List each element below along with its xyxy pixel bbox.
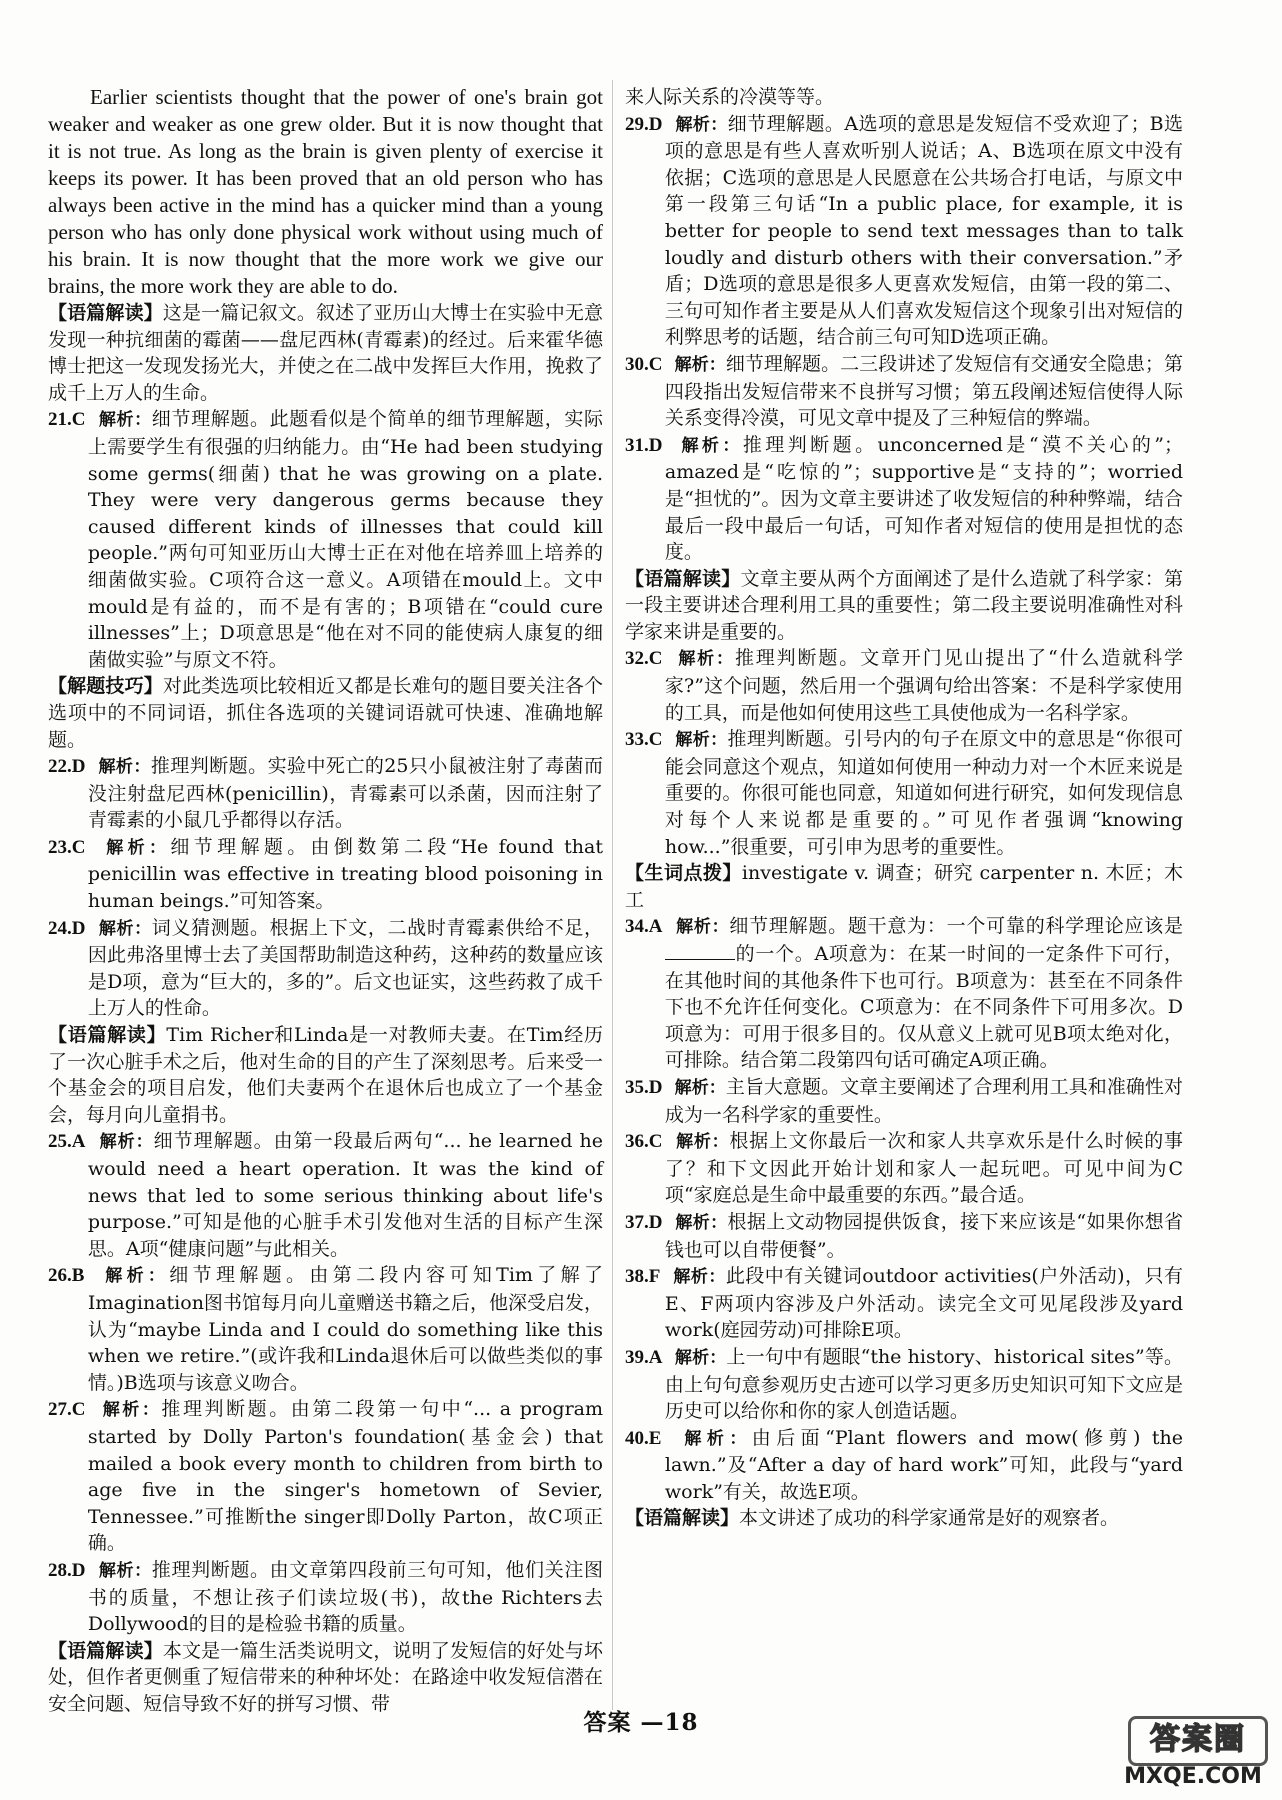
answer-text: 上一句中有题眼“the history、historical sites”等。由上句句意参观历史古迹可以学习更多历史知识可知下文应是历史可以给你和你的家人创造话题。 — [664, 1345, 1183, 1423]
question-number: 25. — [48, 1131, 72, 1153]
answer-text: 的一个。A项意为：在某一时间的一定条件下可行，在其他时间的其他条件下也可行。B项意为：甚至在不同条件下也不允许任何变化。C项意为：在不同条件下可用多次。D项意为：可用于很多目的。仅从意义上就可见B项太绝对化，可排除。结合第二段第四句话可确定A项正确。 — [664, 943, 1183, 1072]
question-number: 29. — [625, 113, 649, 135]
question-number: 35. — [625, 1076, 649, 1098]
question-number: 39. — [625, 1346, 649, 1368]
answer-item — [625, 1074, 1183, 1128]
answer-text: 细节理解题。二三段讲述了发短信有交通安全隐患；第四段指出发短信带来不良拼写习惯；第五段阐述短信使得人际关系变得冷漠，可见文章中提及了三种短信的弊端。 — [664, 352, 1183, 430]
analysis-label: 解析： — [99, 1132, 154, 1153]
answer-letter: C — [71, 1399, 86, 1421]
analysis-label: 解析： — [675, 730, 728, 751]
section-label: 【语篇解读】 — [48, 302, 163, 324]
passage-paragraph: Earlier scientists thought that the power of one's brain got weaker and weaker as one grew older. But it is now thought that it is not true. As long as the brain is given plenty of exercise it keeps its power. It has been proved that an old person who has always been active in the mind has a quicker mind than a young person who has only done physical work without using much of his brain. It is now thought that the more work we give our brains, the more work they are able to do. — [48, 85, 603, 298]
answer-item — [625, 1425, 1183, 1506]
answer-text: 推理判断题。文章开门见山提出了“什么造就科学家?”这个问题，然后用一个强调句给出答案：不是科学家使用的工具，而是他如何使用这些工具使他成为一名科学家。 — [664, 647, 1183, 724]
answer-item — [48, 834, 603, 915]
answer-letter: C — [648, 729, 663, 751]
answer-text: 本文是一篇生活类说明文，说明了发短信的好处与坏处，但作者更侧重了短信带来的种种坏处：在路途中收发短信潜在安全问题、短信导致不好的拼写习惯、带 — [48, 1639, 603, 1715]
question-number: 34. — [625, 916, 649, 938]
answer-item — [625, 645, 1183, 726]
question-number: 21. — [48, 409, 72, 431]
column-divider — [612, 80, 613, 1710]
answer-item — [625, 1344, 1183, 1425]
analysis-label: 解析： — [676, 1132, 730, 1153]
analysis-label: 解析： — [675, 1212, 728, 1233]
answer-text: 词义猜测题。根据上下文，二战时青霉素供给不足，因此弗洛里博士去了美国帮助制造这种药，这种药的数量应该是D项，意为“巨大的，多的”。后文也证实，这些药救了成千上万人的性命。 — [87, 916, 603, 1020]
section-note — [48, 673, 603, 753]
answer-item — [48, 1128, 603, 1262]
section-note — [625, 566, 1183, 646]
answer-text: 由后面“Plant flowers and mow(修剪) the lawn.”及“After a day of hard work”可知，此段与“yard work”有关，故选E项。 — [664, 1426, 1183, 1503]
answer-text: 主旨大意题。文章主要阐述了合理利用工具和准确性对成为一名科学家的重要性。 — [664, 1075, 1183, 1126]
answer-text: 根据上文动物园提供饭食，接下来应该是“如果你想省钱也可以自带便餐”。 — [664, 1210, 1183, 1261]
left-answer-list — [48, 300, 603, 1717]
answer-text: 推理判断题。引号内的句子在原文中的意思是“你很可能会同意这个观点，知道如何使用一种动力对一个木匠来说是重要的。你很可能也同意，知道如何进行研究，如何发现信息对每个人来说都是重要的。”可见作者强调“knowing how...”很重要，可引申为思考的重要性。 — [664, 728, 1183, 858]
answer-letter: A — [648, 1346, 663, 1368]
answer-letter: D — [71, 917, 86, 939]
watermark-logo-text: 答案圈 — [1128, 1716, 1268, 1766]
section-label: 【解题技巧】 — [48, 675, 163, 698]
section-label: 【语篇解读】 — [48, 1639, 163, 1662]
question-number: 36. — [625, 1131, 649, 1153]
analysis-label: 解析： — [681, 435, 743, 456]
question-number: 33. — [625, 729, 649, 751]
answer-letter: F — [648, 1266, 661, 1288]
answer-text: 对此类选项比较相近又都是长难句的题目要关注各个选项中的不同词语，抓住各选项的关键词语就可快速、准确地解题。 — [48, 675, 603, 751]
page-number: 答案 —18 — [583, 1709, 699, 1736]
answer-text-before-blank: 细节理解题。题干意为：一个可靠的科学理论应该是 — [729, 915, 1183, 938]
question-number: 31. — [625, 434, 649, 456]
answer-text: 推理判断题。由文章第四段前三句可知，他们关注图书的质量，不想让孩子们读垃圾(书)，故the Richters去Dollywood的目的是检验书籍的质量。 — [87, 1558, 603, 1636]
answer-item — [625, 1209, 1183, 1263]
answer-item — [625, 111, 1183, 351]
answer-letter: C — [648, 648, 663, 670]
answer-letter: D — [648, 1211, 663, 1233]
question-number: 32. — [625, 648, 649, 670]
analysis-label: 解析： — [676, 917, 730, 938]
analysis-label: 解析： — [102, 1400, 162, 1421]
watermark-url: MXQE.COM — [1124, 1764, 1262, 1789]
analysis-label: 解析： — [674, 1077, 726, 1098]
answer-letter: D — [71, 756, 86, 778]
analysis-label: 解析： — [98, 757, 151, 778]
question-number: 22. — [48, 756, 72, 778]
answer-text: 细节理解题。由第二段内容可知Tim了解了Imagination图书馆每月向儿童赠送书籍之后，他深受启发，认为“maybe Linda and I could do something like this when we retire.”(或许我和Linda退休后可以做些类似的事情。)B选项与该意义吻合。 — [87, 1264, 603, 1394]
question-number: 26. — [48, 1265, 72, 1287]
answer-letter: D — [71, 1559, 86, 1581]
analysis-label: 解析： — [106, 837, 171, 858]
section-note — [48, 1022, 603, 1128]
answer-item — [48, 1262, 603, 1396]
analysis-label: 解析： — [675, 114, 728, 135]
question-number: 30. — [625, 353, 649, 375]
answer-text: Tim Richer和Linda是一对教师夫妻。在Tim经历了一次心脏手术之后，他对生命的目的产生了深刻思考。后来受一个基金会的项目启发，他们夫妻两个在退休后也成立了一个基金会，每月向儿童捐书。 — [48, 1024, 603, 1126]
continued-text — [625, 84, 1183, 111]
analysis-label: 解析： — [684, 1428, 752, 1449]
answer-text: investigate v. 调查；研究 carpenter n. 木匠；木工 — [625, 862, 1183, 911]
site-watermark-logo — [1118, 1716, 1268, 1790]
answer-letter: A — [71, 1131, 86, 1153]
answer-item — [48, 753, 603, 834]
answer-item — [625, 913, 1183, 1074]
answer-letter: D — [648, 434, 663, 456]
answer-letter: A — [648, 916, 663, 938]
answer-item — [625, 1263, 1183, 1344]
answer-item — [625, 351, 1183, 432]
analysis-label: 解析： — [98, 918, 152, 939]
question-number: 23. — [48, 836, 72, 858]
answer-text: 文章主要从两个方面阐述了是什么造就了科学家：第一段主要讲述合理利用工具的重要性；第二段主要说明准确性对科学家来讲是重要的。 — [625, 567, 1183, 643]
answer-item — [625, 726, 1183, 860]
answer-letter: D — [648, 1076, 663, 1098]
answer-letter: C — [648, 1131, 663, 1153]
question-number: 28. — [48, 1559, 72, 1581]
section-label: 【生词点拨】 — [625, 862, 742, 885]
section-label: 【语篇解读】 — [625, 1507, 740, 1530]
answer-text: 推理判断题。unconcerned是“漠不关心的”；amazed是“吃惊的”；supportive是“支持的”；worried是“担忧的”。因为文章主要讲述了收发短信的种种弊端，结合最后一段中最后一句话，可知作者对短信的使用是担忧的态度。 — [664, 433, 1183, 564]
question-number: 27. — [48, 1399, 72, 1421]
answer-letter: B — [71, 1265, 85, 1287]
question-number: 40. — [625, 1427, 649, 1449]
answer-text: 这是一篇记叙文。叙述了亚历山大博士在实验中无意发现一种抗细菌的霉菌——盘尼西林(青霉素)的经过。后来霍华德博士把这一发现发扬光大，并使之在二战中发挥巨大作用，挽救了成千上万人的生命。 — [48, 302, 603, 404]
answer-text: 此段中有关键词outdoor activities(户外活动)，只有E、F两项内容涉及户外活动。读完全文可见尾段涉及yard work(庭园劳动)可排除E项。 — [664, 1265, 1183, 1342]
question-number: 38. — [625, 1266, 649, 1288]
answer-item — [625, 1128, 1183, 1209]
answer-item — [48, 1396, 603, 1557]
answer-text: 来人际关系的冷漠等等。 — [625, 86, 835, 108]
answer-text: 本文讲述了成功的科学家通常是好的观察者。 — [739, 1507, 1120, 1530]
section-note — [625, 860, 1183, 913]
answer-item — [48, 1557, 603, 1638]
answer-text: 细节理解题。A选项的意思是发短信不受欢迎了；B选项的意思是有些人喜欢听别人说话；A、B选项在原文中没有依据；C选项的意思是人民愿意在公共场合打电话，与原文中第一段第三句话“In a public place, for example, it is better for people to send text messages than to talk loudly and disturb others with their conversation.”矛盾；D选项的意思是很多人更喜欢发短信，由第一段的第二、三句可知作者主要是从人们喜欢发短信这个现象引出对短信的利弊思考的话题，结合前三句可知D选项正确。 — [664, 112, 1183, 349]
answer-text: 细节理解题。此题看似是个简单的细节理解题，实际上需要学生有很强的归纳能力。由“He had been studying some germs(细菌) that he was growing on a plate. They were very dangerous germs because they caused different kinds of illnesses that could kill people.”两句可知亚历山大博士正在对他在培养皿上培养的细菌做实验。C项符合这一意义。A项错在mould上。文中mould是有益的，而不是有害的；B项错在“could cure illnesses”上；D项意思是“他在对不同的能使病人康复的细菌做实验”与原文不符。 — [87, 408, 603, 671]
answer-letter: C — [71, 836, 86, 858]
right-column — [625, 84, 1183, 1532]
answer-text: 细节理解题。由第一段最后两句“... he learned he would need a heart operation. It was the kind of news that led to some serious thinking about life's purpose.”可知是他的心脏手术引发他对生活的目标产生深思。A项“健康问题”与此相关。 — [87, 1130, 603, 1260]
analysis-label: 解析： — [98, 410, 152, 431]
analysis-label: 解析： — [674, 1347, 727, 1368]
section-label: 【语篇解读】 — [625, 567, 741, 590]
answer-letter: D — [648, 113, 663, 135]
right-answer-list — [625, 84, 1183, 1532]
section-label: 【语篇解读】 — [48, 1024, 167, 1047]
question-number: 37. — [625, 1211, 649, 1233]
answer-letter: E — [648, 1427, 662, 1449]
answer-text: 推理判断题。实验中死亡的25只小鼠被注射了毒菌而没注射盘尼西林(penicillin)，青霉素可以杀菌，因而注射了青霉素的小鼠几乎都得以存活。 — [87, 755, 603, 832]
answer-text: 细节理解题。由倒数第二段“He found that penicillin was effective in treating blood poisoning in human beings.”可知答案。 — [87, 835, 603, 913]
left-column — [48, 84, 603, 1717]
answer-item — [48, 406, 603, 673]
analysis-label: 解析： — [98, 1560, 152, 1581]
fill-in-blank — [665, 943, 735, 960]
section-note — [625, 1505, 1183, 1532]
answer-letter: C — [71, 409, 86, 431]
answer-text: 根据上文你最后一次和家人共享欢乐是什么时候的事了？和下文因此开始计划和家人一起玩吧。可见中间为C项“家庭总是生命中最重要的东西。”最合适。 — [664, 1130, 1183, 1207]
answer-letter: C — [648, 353, 663, 375]
question-number: 24. — [48, 917, 72, 939]
analysis-label: 解析： — [673, 1267, 726, 1288]
analysis-label: 解析： — [674, 354, 726, 375]
answer-item — [625, 432, 1183, 566]
analysis-label: 解析： — [105, 1266, 170, 1287]
section-note — [48, 300, 603, 406]
answer-text: 推理判断题。由第二段第一句中“... a program started by Dolly Parton's foundation(基金会) that mailed a book every month to children from birth to age five in the singer's hometown of Sevier, Tennessee.”可推断the singer即Dolly Parton，故C项正确。 — [87, 1398, 603, 1555]
answer-item — [48, 915, 603, 1022]
analysis-label: 解析： — [678, 649, 735, 670]
